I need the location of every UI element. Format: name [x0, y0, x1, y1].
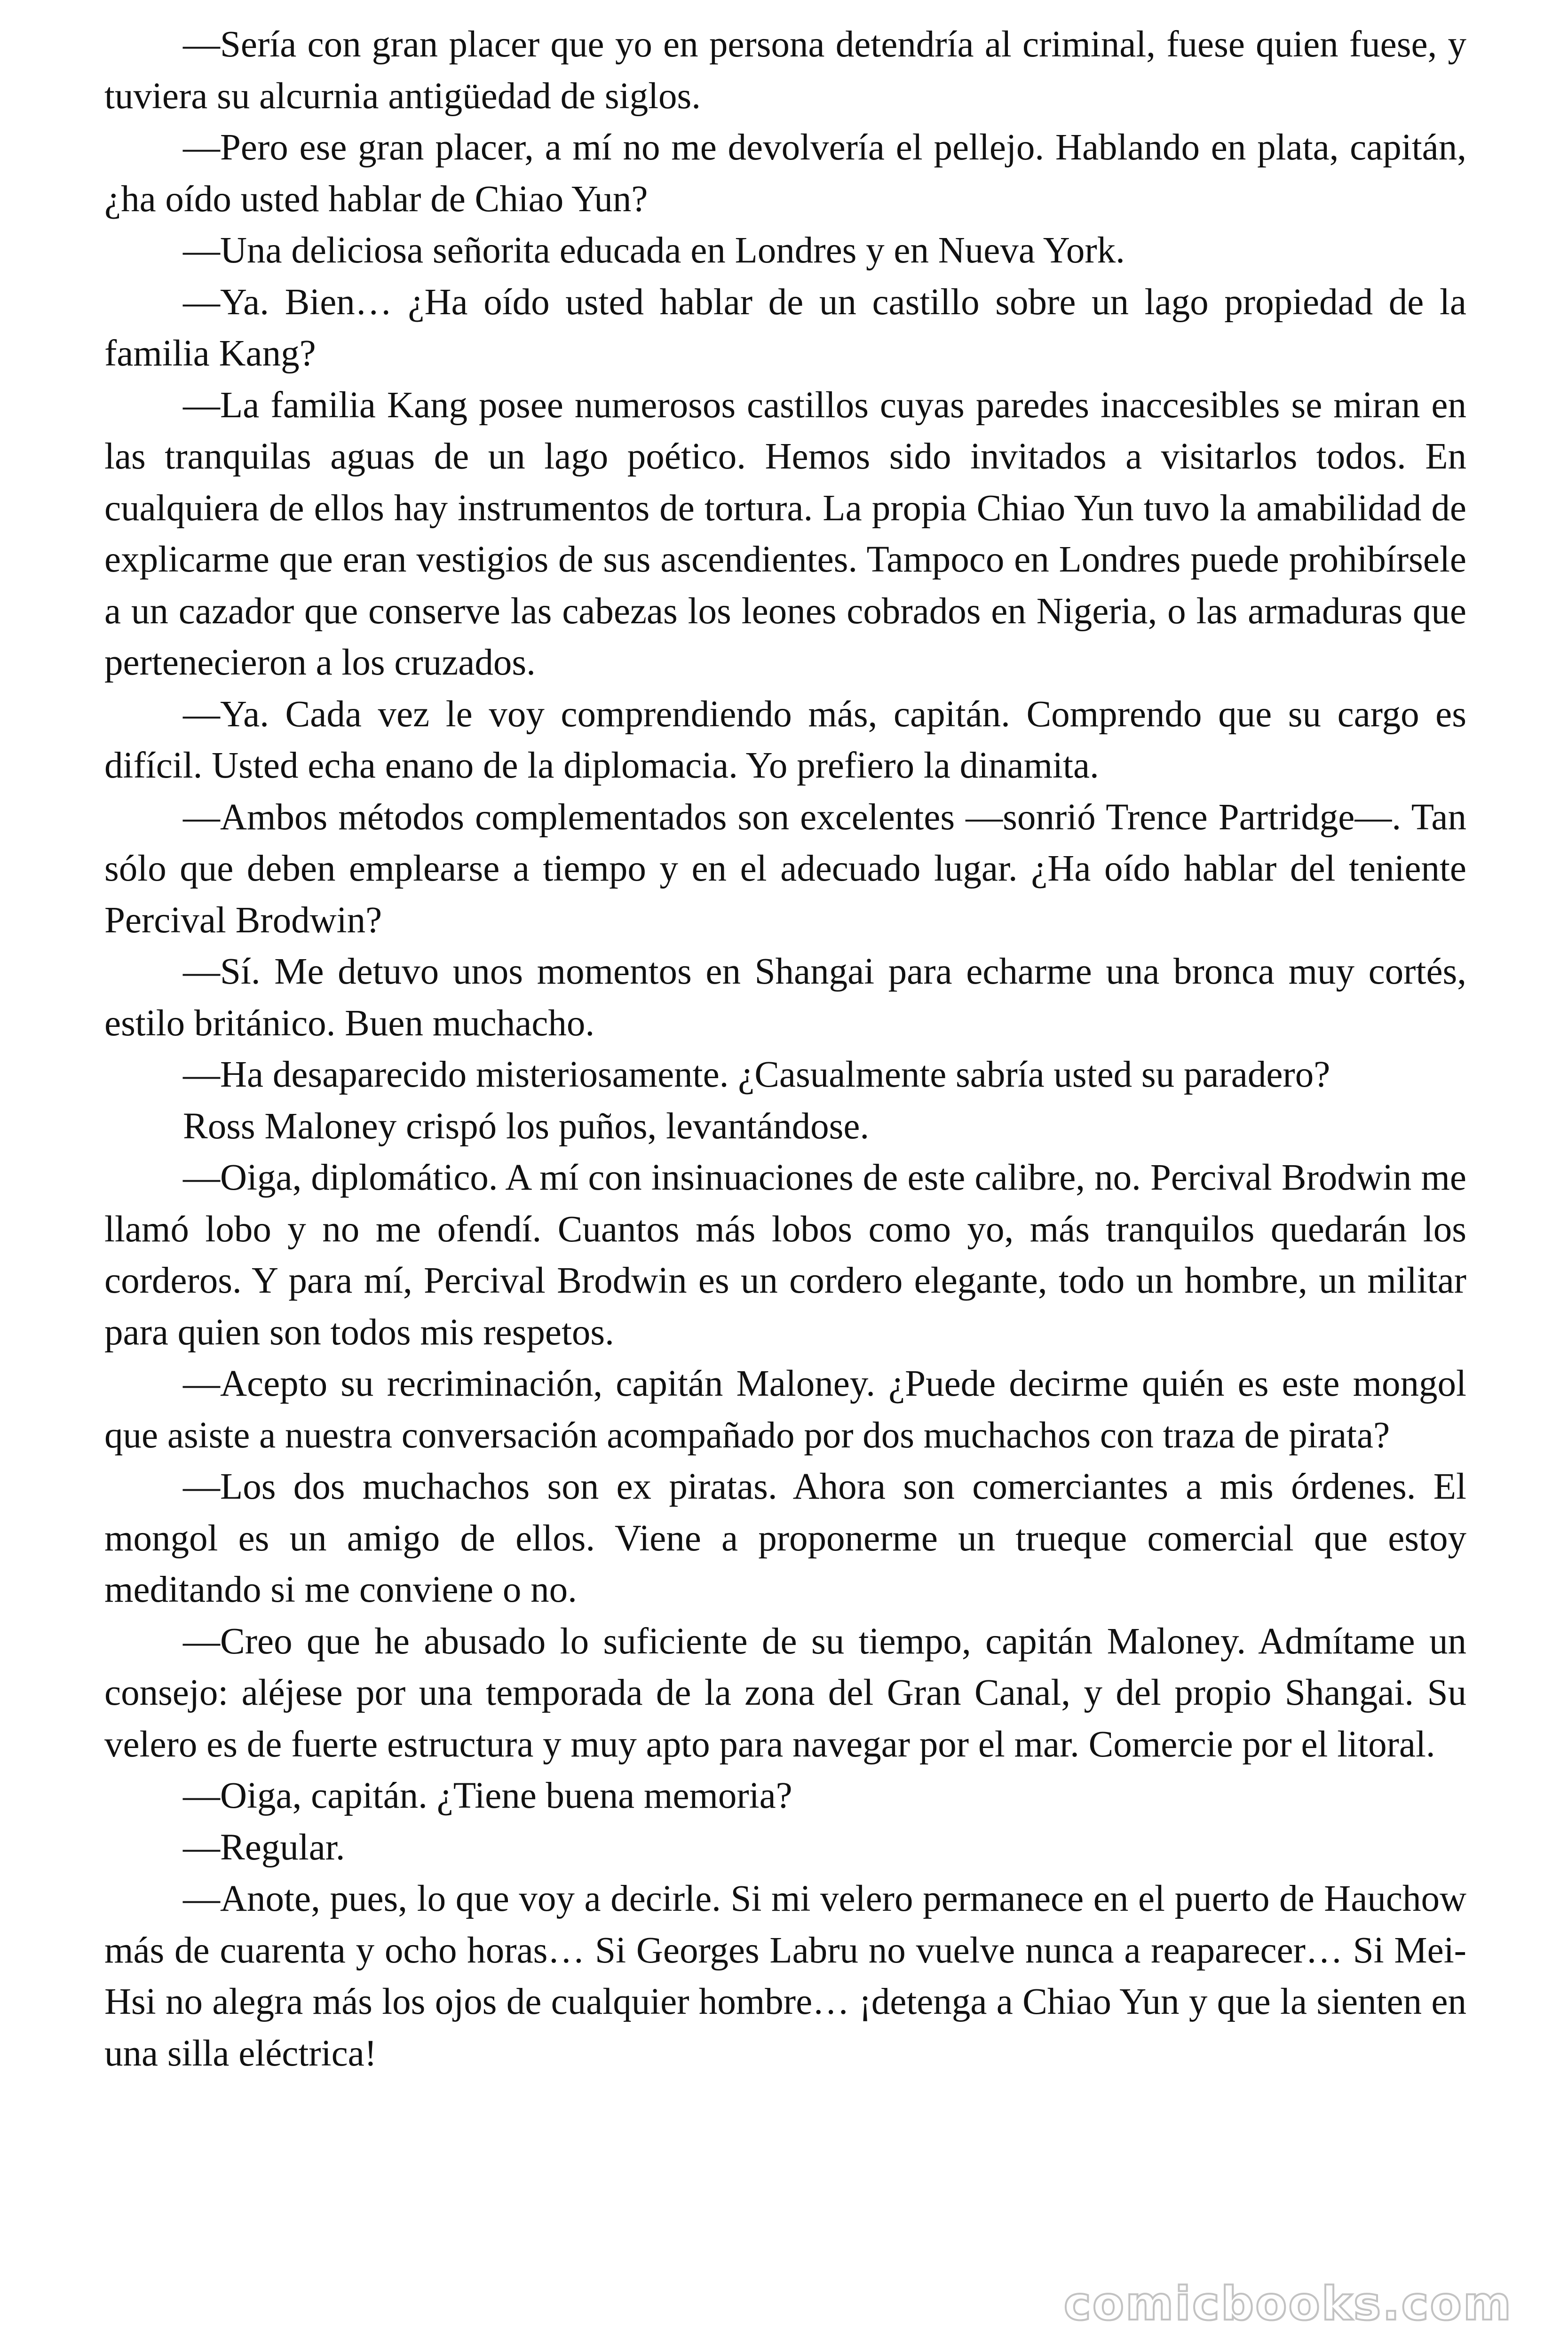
paragraph: —Anote, pues, lo que voy a decirle. Si mi velero permanece en el puerto de Hauchow más de cuarenta y ocho horas… Si Georges Labru no vuelve nunca a reaparecer… Si Mei-Hsi no alegra más los ojos de cualquier hombre… ¡detenga a Chiao Yun y que la sienten en una silla eléctrica!: [104, 1878, 1466, 2074]
paragraph: —Ha desaparecido misteriosamente. ¿Casualmente sabría usted su paradero?: [183, 1054, 1330, 1095]
paragraph: —Sería con gran placer que yo en persona detendría al criminal, fuese quien fuese, y tuviera su alcurnia antigüedad de siglos.: [104, 24, 1466, 117]
paragraph: —Ya. Bien… ¿Ha oído usted hablar de un castillo sobre un lago propiedad de la familia Kang?: [104, 281, 1466, 374]
paragraph: —Ambos métodos complementados son excelentes —sonrió Trence Partridge—. Tan sólo que deben emplearse a tiempo y en el adecuado lugar. ¿Ha oído hablar del teniente Percival Brodwin?: [104, 796, 1466, 941]
paragraph: —Ya. Cada vez le voy comprendiendo más, capitán. Comprendo que su cargo es difícil. Usted echa enano de la diplomacia. Yo prefiero la dinamita.: [104, 693, 1466, 786]
paragraph: —Regular.: [183, 1827, 345, 1868]
paragraph: —Creo que he abusado lo suficiente de su tiempo, capitán Maloney. Admítame un consejo: aléjese por una temporada de la zona del Gran Canal, y del propio Shangai. Su velero es de fuerte estructura y muy apto para navegar por el mar. Comercie por el litoral.: [104, 1621, 1466, 1765]
document-page: [104, 19, 1466, 2079]
paragraph: —Oiga, capitán. ¿Tiene buena memoria?: [183, 1775, 792, 1816]
paragraph: —Pero ese gran placer, a mí no me devolvería el pellejo. Hablando en plata, capitán, ¿ha oído usted hablar de Chiao Yun?: [104, 127, 1466, 220]
paragraph: —La familia Kang posee numerosos castillos cuyas paredes inaccesibles se miran en las tranquilas aguas de un lago poético. Hemos sido invitados a visitarlos todos. En cualquiera de ellos hay instrumentos de tortura. La propia Chiao Yun tuvo la amabilidad de explicarme que eran vestigios de sus ascendientes. Tampoco en Londres puede prohibírsele a un cazador que conserve las cabezas los leones cobrados en Nigeria, o las armaduras que pertenecieron a los cruzados.: [104, 384, 1466, 683]
paragraph: —Sí. Me detuvo unos momentos en Shangai para echarme una bronca muy cortés, estilo británico. Buen muchacho.: [104, 951, 1466, 1044]
watermark-logo: comicbooks.com: [1063, 2277, 1513, 2331]
paragraph: —Los dos muchachos son ex piratas. Ahora son comerciantes a mis órdenes. El mongol es un amigo de ellos. Viene a proponerme un trueque comercial que estoy meditando si me conviene o no.: [104, 1466, 1466, 1610]
paragraph: —Oiga, diplomático. A mí con insinuaciones de este calibre, no. Percival Brodwin me llamó lobo y no me ofendí. Cuantos más lobos como yo, más tranquilos quedarán los corderos. Y para mí, Percival Brodwin es un cordero elegante, todo un hombre, un militar para quien son todos mis respetos.: [104, 1157, 1466, 1353]
paragraph: —Una deliciosa señorita educada en Londres y en Nueva York.: [183, 230, 1125, 271]
paragraph: —Acepto su recriminación, capitán Maloney. ¿Puede decirme quién es este mongol que asiste a nuestra conversación acompañado por dos muchachos con traza de pirata?: [104, 1363, 1466, 1456]
paragraph: Ross Maloney crispó los puños, levantándose.: [183, 1105, 870, 1147]
